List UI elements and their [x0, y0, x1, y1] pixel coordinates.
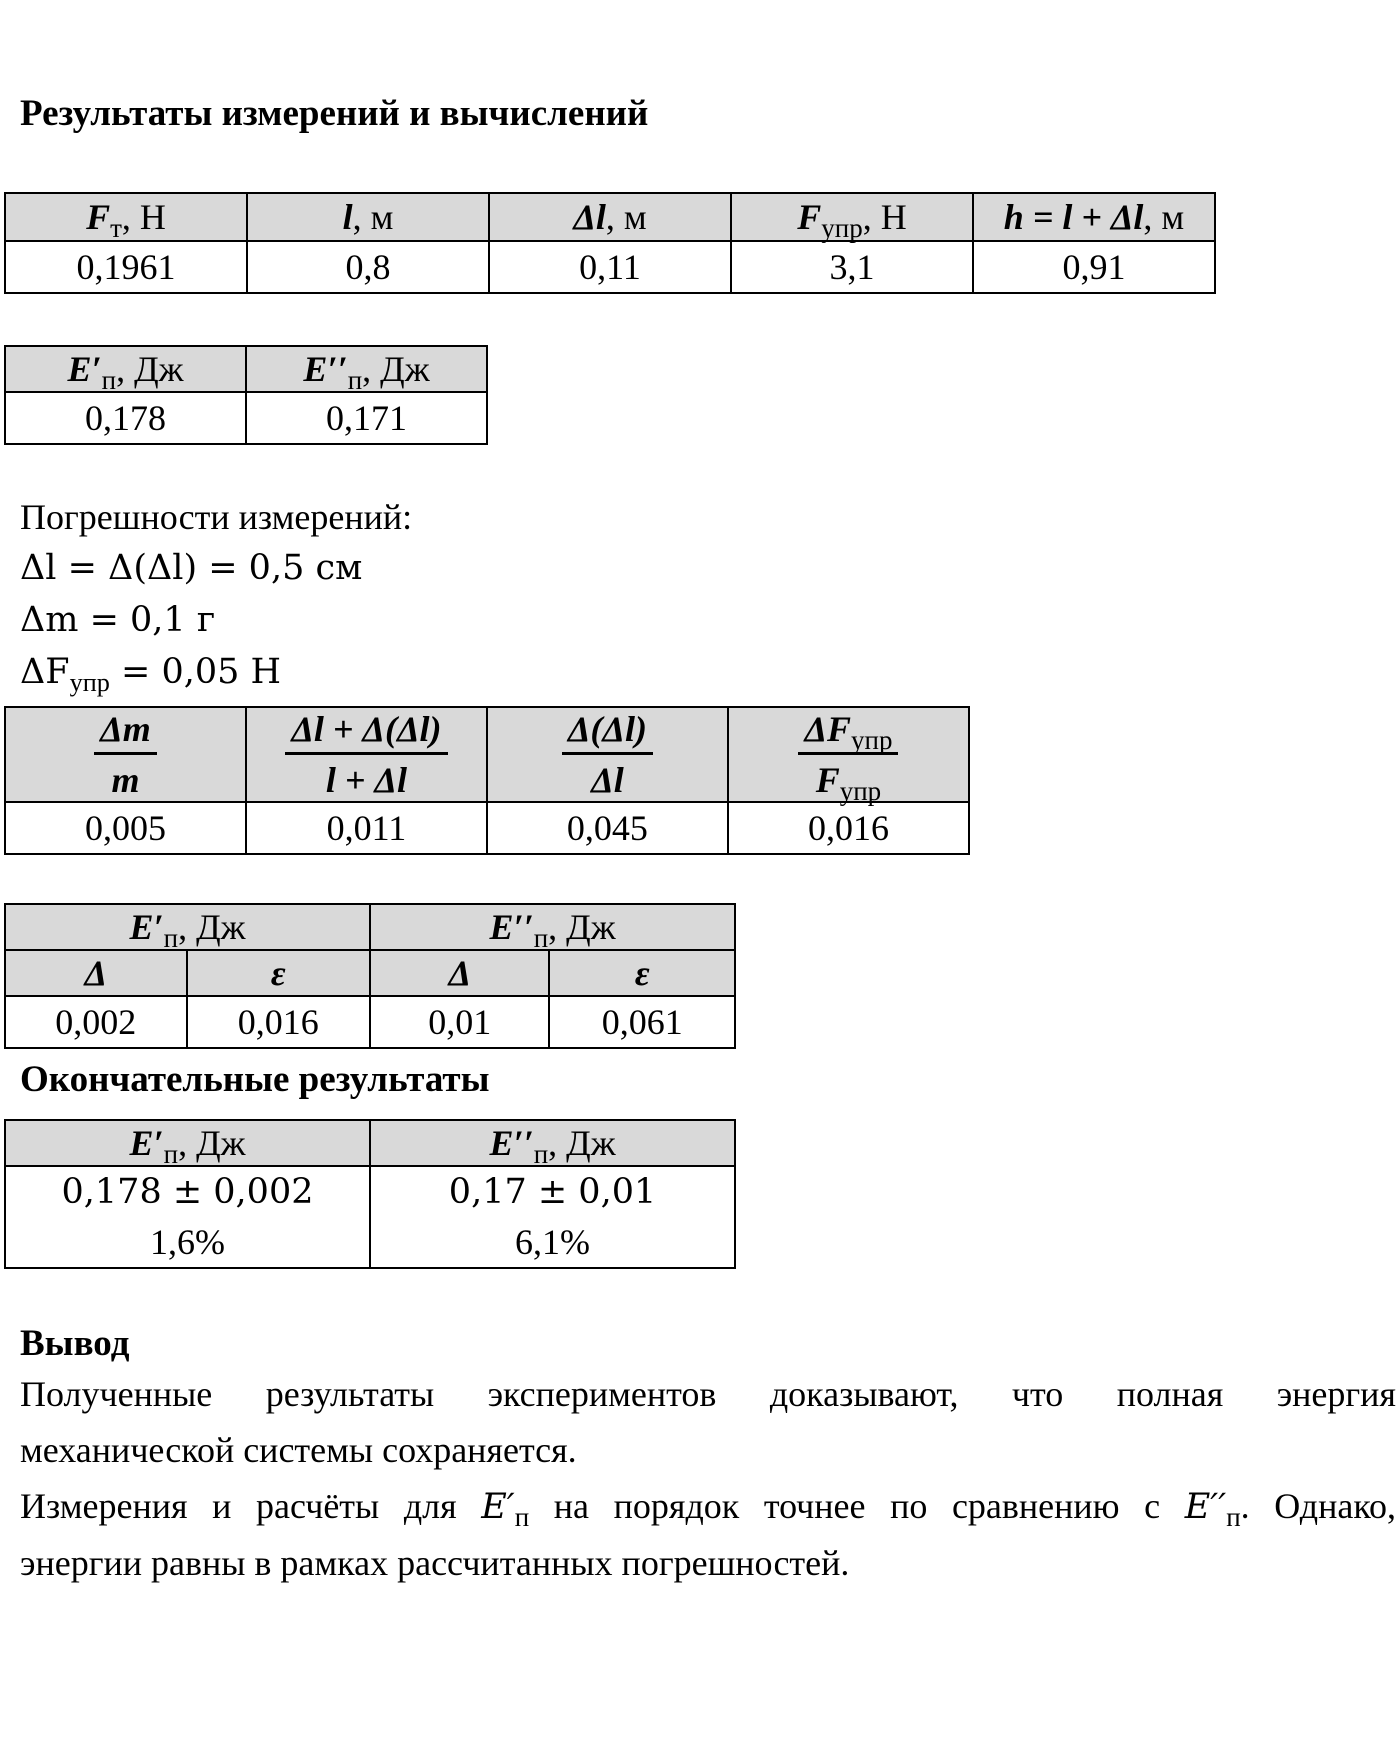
- results-heading: Результаты измерений и вычислений: [20, 93, 649, 134]
- final-heading: Окончательные результаты: [20, 1059, 490, 1100]
- value-cell: 0,8: [247, 241, 489, 293]
- group-header-cell: $E''_п$, Дж: [370, 904, 735, 950]
- subheader-cell: Δ: [370, 950, 549, 996]
- energy-table: [4, 345, 488, 445]
- value-cell: 0,01: [370, 996, 549, 1048]
- final-value: 0,178 ± 0,002: [61, 1172, 314, 1212]
- header-cell: Δl, м: [489, 193, 731, 241]
- group-header-cell: $E'_п$, Дж: [5, 904, 370, 950]
- value-cell: 0,178: [5, 392, 246, 444]
- header-cell: $\frac{\Delta l + \Delta(\Delta l)}{l + \Delta l}$: [246, 707, 487, 802]
- value-cell: 0,171: [246, 392, 487, 444]
- value-cell: 0,011: [246, 802, 487, 854]
- conclusion-line: механической системы сохраняется.: [20, 1430, 577, 1470]
- final-value: 0,17 ± 0,01: [448, 1172, 657, 1212]
- errors-title: Погрешности измерений:: [20, 497, 413, 537]
- value-cell: [370, 1166, 735, 1268]
- value-cell: 0,002: [5, 996, 187, 1048]
- header-cell: $E'_п$, Дж: [5, 346, 246, 392]
- header-cell: $E''_п$, Дж: [246, 346, 487, 392]
- value-cell: 3,1: [731, 241, 973, 293]
- header-cell: l, м: [247, 193, 489, 241]
- header-cell: $F_{упр}$, Н: [731, 193, 973, 241]
- value-cell: 0,016: [728, 802, 969, 854]
- absolute-relative-errors-table: [4, 903, 736, 1049]
- value-cell: 0,061: [549, 996, 735, 1048]
- value-cell: 0,11: [489, 241, 731, 293]
- value-cell: 0,1961: [5, 241, 247, 293]
- header-cell: $\frac{\Delta m}{m}$: [5, 707, 246, 802]
- value-cell: 0,005: [5, 802, 246, 854]
- value-cell: 0,016: [187, 996, 371, 1048]
- header-cell: $F_т$, Н: [5, 193, 247, 241]
- subheader-cell: ε: [187, 950, 371, 996]
- header-cell: h = l + Δl, м: [973, 193, 1215, 241]
- final-percent: 1,6%: [150, 1222, 226, 1262]
- final-results-table: [4, 1119, 736, 1269]
- header-cell: $E'_п$, Дж: [5, 1120, 370, 1166]
- header-cell: $E''_п$, Дж: [370, 1120, 735, 1166]
- subheader-cell: Δ: [5, 950, 187, 996]
- header-cell: $\frac{\Delta(\Delta l)}{\Delta l}$: [487, 707, 728, 802]
- relative-errors-table: [4, 706, 970, 855]
- conclusion-line: энергии равны в рамках рассчитанных погрешностей.: [20, 1543, 850, 1583]
- value-cell: 0,045: [487, 802, 728, 854]
- error-length: Δl = Δ(Δl) = 0,5 см: [20, 548, 363, 588]
- conclusion-line: Полученные результаты экспериментов доказывают, что полная энергия: [20, 1374, 1396, 1414]
- header-cell: $\frac{\Delta F_{упр}}{F_{упр}}$: [728, 707, 969, 802]
- conclusion-text: [20, 1366, 1396, 1591]
- error-mass: Δm = 0,1 г: [20, 600, 216, 640]
- conclusion-line: Измерения и расчёты для $E'_п$ на порядок точнее по сравнению с $E''_п$. Однако,: [20, 1486, 1396, 1533]
- subheader-cell: ε: [549, 950, 735, 996]
- conclusion-heading: Вывод: [20, 1323, 130, 1364]
- error-force: $\Delta F_{упр} = 0,05$ Н: [20, 652, 282, 697]
- value-cell: [5, 1166, 370, 1268]
- value-cell: 0,91: [973, 241, 1215, 293]
- measurements-table: [4, 192, 1216, 294]
- final-percent: 6,1%: [515, 1222, 591, 1262]
